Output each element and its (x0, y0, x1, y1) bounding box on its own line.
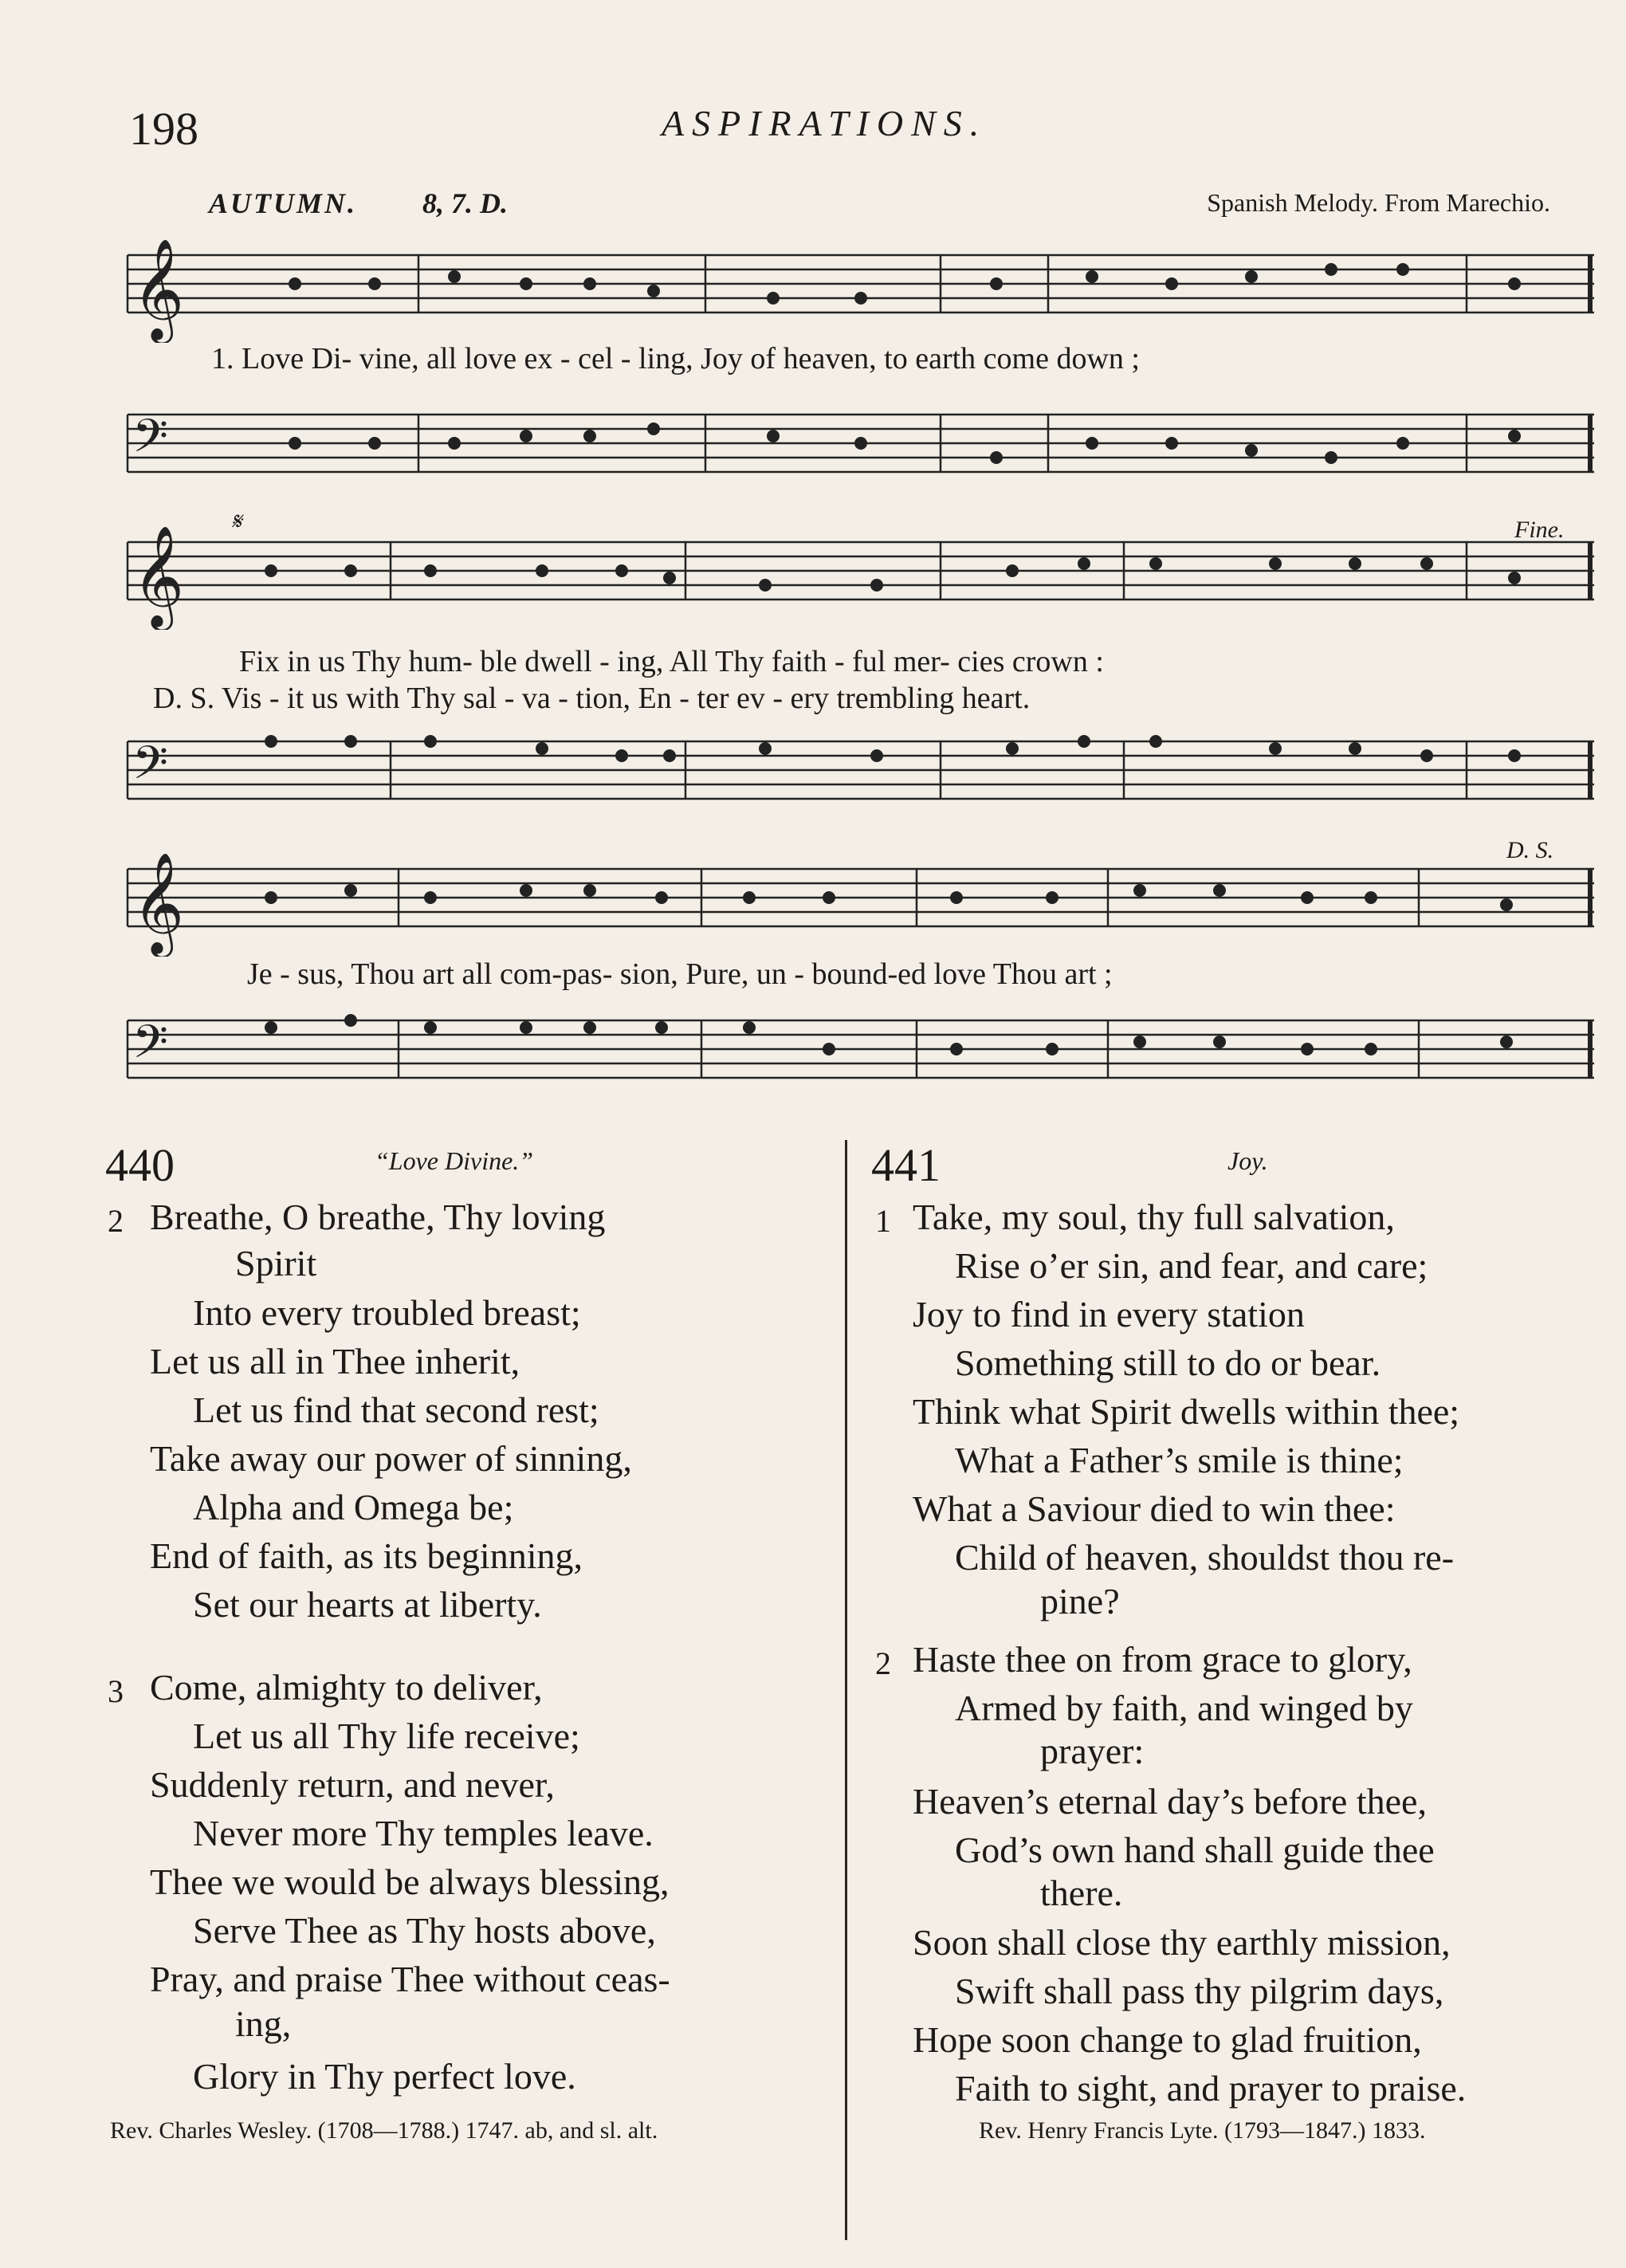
ds-mark: D. S. (1506, 837, 1554, 863)
stanza-line: What a Saviour died to win thee: (913, 1488, 1396, 1529)
stanza-line: Take, my soul, thy full salvation, (913, 1197, 1395, 1237)
stanza-number: 3 (108, 1673, 124, 1709)
stanza-line: Alpha and Omega be; (193, 1487, 514, 1527)
stanza-line: Soon shall close thy earthly mission, (913, 1922, 1451, 1963)
stanza-line: Come, almighty to deliver, (150, 1667, 543, 1708)
stanza-line: Let us find that second rest; (193, 1389, 599, 1430)
treble-staff (112, 526, 1602, 630)
stanza-line: Think what Spirit dwells within thee; (913, 1391, 1460, 1432)
fine-mark: Fine. (1514, 517, 1565, 543)
stanza-line: Breathe, O breathe, Thy loving (150, 1197, 606, 1237)
stanza-line: Swift shall pass thy pilgrim days, (955, 1971, 1444, 2011)
stanza-line: What a Father’s smile is thine; (955, 1440, 1404, 1480)
stanza-number: 2 (875, 1645, 891, 1681)
svg-text:𝄢: 𝄢 (132, 736, 169, 801)
stanza-line: Suddenly return, and never, (150, 1764, 555, 1805)
stanza-line: Hope soon change to glad fruition, (913, 2019, 1422, 2060)
svg-text:𝄢: 𝄢 (132, 409, 169, 474)
stanza-line: Into every troubled breast; (193, 1292, 581, 1333)
bass-staff (112, 1004, 1602, 1108)
stanza-line: Heaven’s eternal day’s before thee, (913, 1781, 1427, 1822)
hymn-author: Rev. Charles Wesley. (1708—1788.) 1747. ab, and sl. alt. (110, 2117, 658, 2144)
svg-text:𝄢: 𝄢 (132, 1015, 169, 1080)
svg-text:𝄞: 𝄞 (132, 526, 185, 627)
stanza-line: Pray, and praise Thee without ceas- (150, 1959, 670, 1999)
stanza-line: Thee we would be always blessing, (150, 1861, 670, 1902)
stanza-line: Rise o’er sin, and fear, and care; (955, 1245, 1428, 1286)
stanza-line: Set our hearts at liberty. (193, 1584, 542, 1625)
stanza-line: Armed by faith, and winged by (955, 1688, 1413, 1728)
hymn-number: 440 (105, 1139, 175, 1191)
stanza-number: 2 (108, 1203, 124, 1239)
treble-staff (112, 853, 1602, 957)
tune-meter: 8, 7. D. (422, 187, 508, 219)
treble-staff (112, 239, 1602, 343)
stanza-line: Let us all Thy life receive; (193, 1716, 580, 1756)
stanza-line: Glory in Thy perfect love. (193, 2056, 576, 2097)
running-head: ASPIRATIONS. (662, 103, 988, 143)
stanza-line: Child of heaven, shouldst thou re- (955, 1537, 1455, 1578)
hymn-author: Rev. Henry Francis Lyte. (1793—1847.) 1833. (979, 2117, 1426, 2144)
stanza-line: Never more Thy temples leave. (193, 1813, 654, 1853)
lyric-line-verse1-c: Je - sus, Thou art all com-pas- sion, Pure, un - bound-ed love Thou art ; (247, 957, 1113, 991)
stanza-line: Serve Thee as Thy hosts above, (193, 1910, 656, 1951)
stanza-line: there. (1040, 1873, 1123, 1913)
hymn-title: “Love Divine.” (375, 1146, 534, 1175)
stanza-line: prayer: (1040, 1731, 1145, 1771)
tune-name: AUTUMN. (209, 187, 358, 219)
bass-staff (112, 725, 1602, 829)
stanza-line: Take away our power of sinning, (150, 1438, 632, 1479)
segno-mark: 𝄋 (231, 509, 242, 535)
stanza-line: Something still to do or bear. (955, 1342, 1381, 1383)
stanza-line: Faith to sight, and prayer to praise. (955, 2068, 1467, 2109)
hymn-number: 441 (871, 1139, 941, 1191)
svg-text:𝄞: 𝄞 (132, 853, 185, 953)
stanza-line: Let us all in Thee inherit, (150, 1341, 520, 1382)
stanza-line: pine? (1040, 1581, 1120, 1621)
bass-staff (112, 399, 1602, 502)
lyric-line-verse1-b: Fix in us Thy hum- ble dwell - ing, All Thy faith - ful mer- cies crown : (239, 645, 1104, 678)
page-number: 198 (129, 103, 198, 155)
tune-source: Spanish Melody. From Marechio. (1207, 188, 1550, 217)
stanza-line: Haste thee on from grace to glory, (913, 1639, 1412, 1680)
column-divider (845, 1140, 847, 2240)
lyric-line-verse1: 1. Love Di- vine, all love ex - cel - ling, Joy of heaven, to earth come down ; (211, 342, 1140, 375)
svg-text:𝄞: 𝄞 (132, 239, 185, 340)
stanza-number: 1 (875, 1203, 891, 1239)
stanza-line: End of faith, as its beginning, (150, 1535, 583, 1576)
hymn-title: Joy. (1227, 1146, 1268, 1175)
stanza-line: ing, (235, 2003, 292, 2044)
stanza-line: Spirit (235, 1243, 317, 1283)
stanza-line: Joy to find in every station (913, 1294, 1305, 1334)
stanza-line: God’s own hand shall guide thee (955, 1830, 1435, 1870)
lyric-line-ds: D. S. Vis - it us with Thy sal - va - tion, En - ter ev - ery trembling heart. (153, 682, 1031, 715)
